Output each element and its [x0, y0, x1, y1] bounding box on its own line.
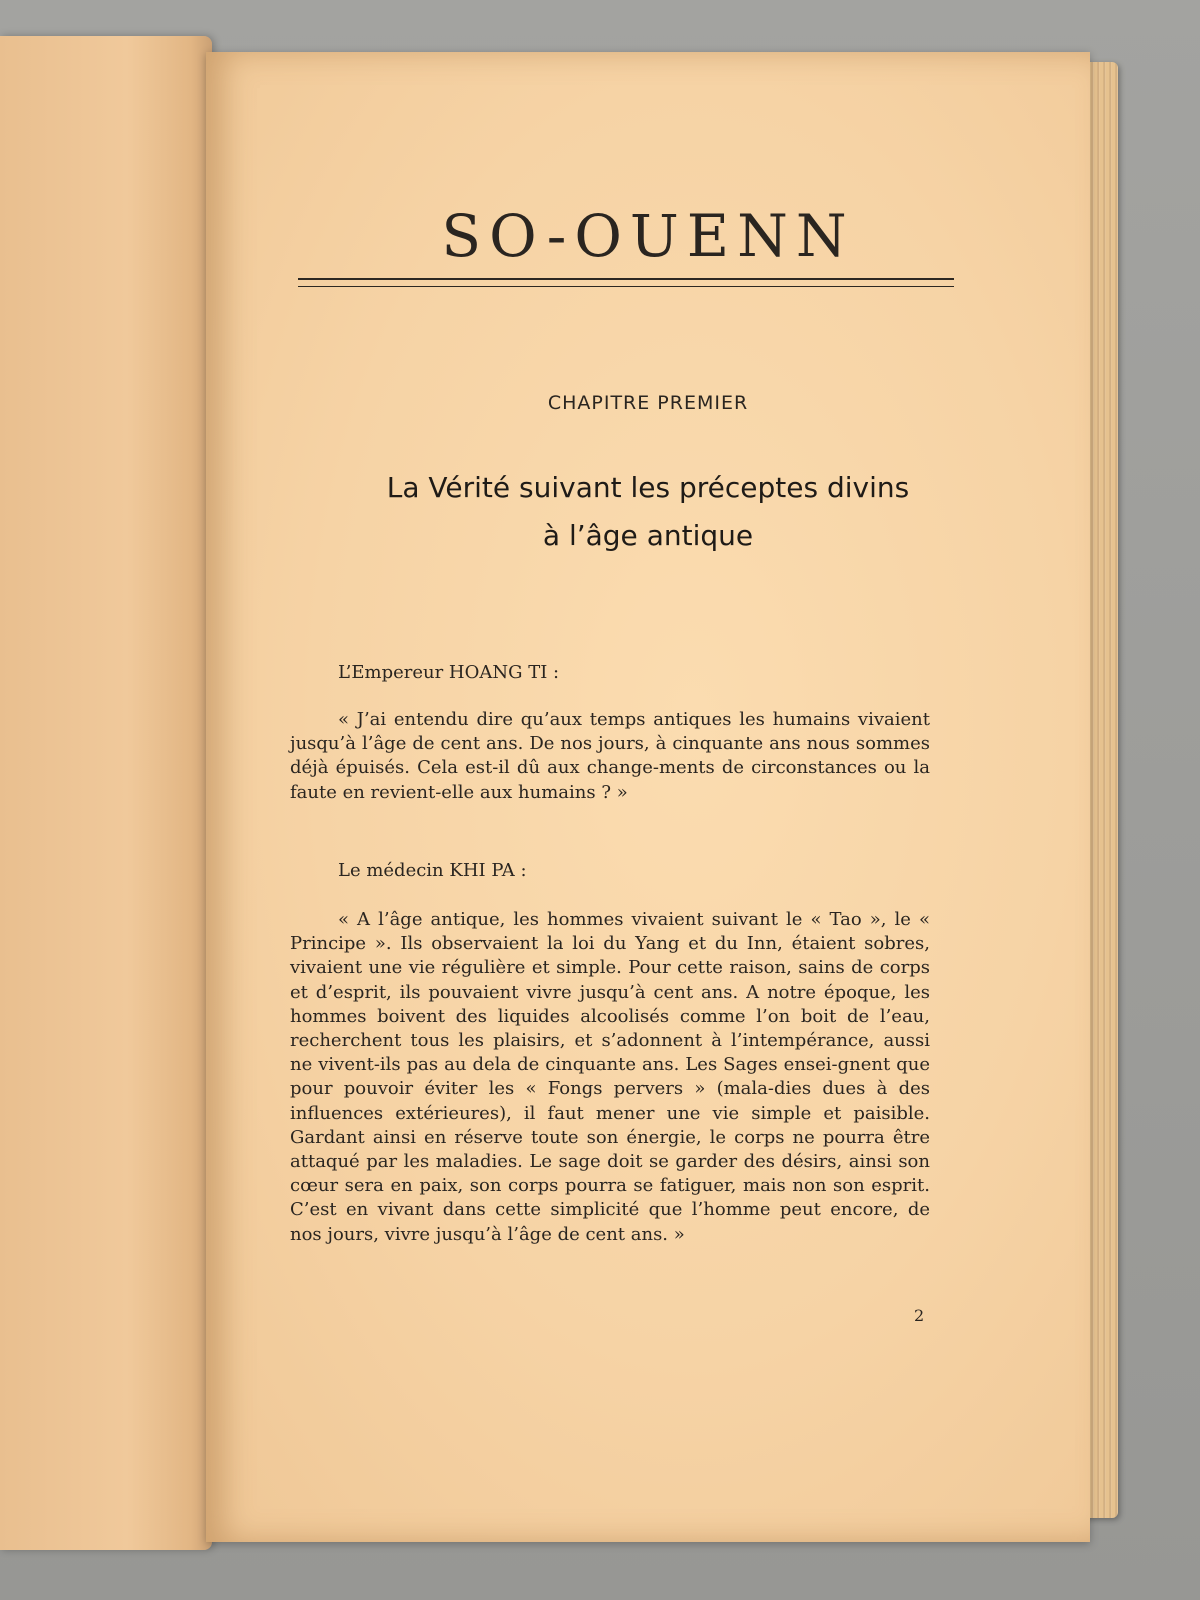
chapter-title — [206, 464, 1090, 560]
paragraph-emperor: « J’ai entendu dire qu’aux temps antiques les humains vivaient jusqu’à l’âge de cent ans. De nos jours, à cinquante ans nous sommes déjà épuisés. Cela est-il dû aux change-ments de circonstances ou la faute en revient-elle aux humains ? » — [290, 709, 930, 803]
facing-page-left — [0, 36, 212, 1550]
chapter-label: CHAPITRE PREMIER — [547, 392, 749, 414]
book-page — [206, 52, 1090, 1542]
speaker-physician: Le médecin KHI PA : — [338, 860, 527, 881]
chapter-title-line-1: La Vérité suivant les préceptes divins — [386, 471, 910, 504]
paragraph-physician: « A l’âge antique, les hommes vivaient suivant le « Tao », le « Principe ». Ils observaient la loi du Yang et du Inn, étaient sobres, vivaient une vie régulière et simple. Pour cette raison, sains de corps et d’esprit, ils pouvaient vivre jusqu’à cent ans. A notre époque, les hommes boivent des liquides alcoolisés comme l’on boit de l’eau, recherchent tous les plaisirs, et s’adonnent à l’intempérance, aussi ne vivent-ils pas au dela de cinquante ans. Les Sages ensei-gnent que pour pouvoir éviter les « Fongs pervers » (mala-dies dues à des influences extérieures), il faut mener une vie simple et paisible. Gardant ainsi en réserve toute son énergie, le corps ne pourra être attaqué par les maladies. Le sage doit se garder des désirs, ainsi son cœur sera en paix, son corps pourra se fatiguer, mais non son esprit. C’est en vivant dans cette simplicité que l’homme peut encore, de nos jours, vivre jusqu’à l’âge de cent ans. » — [290, 909, 930, 1245]
speaker-emperor: L’Empereur HOANG TI : — [338, 662, 560, 683]
title-rule-divider — [298, 278, 954, 287]
chapter-title-line-2: à l’âge antique — [542, 519, 754, 552]
book-title: SO-OUENN — [441, 202, 855, 270]
page-number: 2 — [914, 1306, 925, 1325]
